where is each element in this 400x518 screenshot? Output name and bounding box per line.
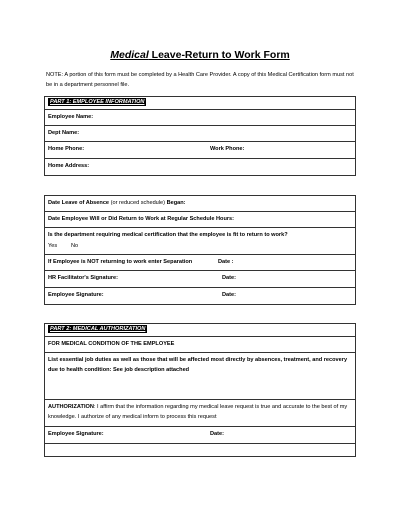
cert-yes-option[interactable]: Yes xyxy=(48,243,58,249)
hr-signature-label: HR Facilitator's Signature: xyxy=(48,275,119,281)
date-leave-field[interactable] xyxy=(45,196,355,212)
authorization-label: AUTHORIZATION xyxy=(48,404,94,410)
condition-row xyxy=(45,337,355,353)
form-note: NOTE: A portion of this form must be completed by a Health Care Provider. A copy of this Medical Certification form must not be in a department personnel file. xyxy=(46,72,354,88)
date-return-label: Date Employee Will or Did Return to Work at Regular Schedule Hours: xyxy=(48,216,235,222)
authorization-body: : I affirm that the information regarding my medical leave request is true and accurate to the best of my knowledge. I authorize of any medical inform to process this request xyxy=(48,404,348,420)
form-title xyxy=(0,49,400,61)
part2-signature-row[interactable] xyxy=(45,427,355,444)
cert-question-row xyxy=(45,228,355,255)
cert-question-label: Is the department requiring medical certification that the employee is fit to return to work? xyxy=(48,232,288,238)
phone-row[interactable] xyxy=(45,142,355,159)
home-address-field[interactable] xyxy=(45,159,355,175)
employee-date-label: Date: xyxy=(222,292,236,298)
employee-name-label: Employee Name: xyxy=(48,114,94,120)
dept-name-field[interactable] xyxy=(45,126,355,142)
work-phone-label: Work Phone: xyxy=(210,146,245,152)
employee-name-field[interactable] xyxy=(45,110,355,126)
part2-table xyxy=(44,323,356,457)
title-italic-word: Medical xyxy=(110,49,149,61)
employee-signature-label: Employee Signature: xyxy=(48,292,104,298)
hr-signature-row[interactable] xyxy=(45,271,355,288)
date-leave-label-b: (or reduced schedule) xyxy=(109,200,166,206)
dept-name-label: Dept Name: xyxy=(48,130,80,136)
title-rest: Leave-Return to Work Form xyxy=(148,49,290,61)
part1-table xyxy=(44,96,356,176)
condition-label: FOR MEDICAL CONDITION OF THE EMPLOYEE xyxy=(48,341,175,347)
date-leave-label-c: Began: xyxy=(165,200,186,206)
part2-header-row xyxy=(45,324,355,337)
hr-date-label: Date: xyxy=(222,275,236,281)
part2-blank-row[interactable] xyxy=(45,444,355,456)
date-return-field[interactable] xyxy=(45,212,355,228)
part1-header-row xyxy=(45,97,355,110)
cert-no-option[interactable]: No xyxy=(71,243,79,249)
date-leave-label-a: Date Leave of Absence xyxy=(48,200,110,206)
authorization-text xyxy=(48,403,352,422)
date-leave-label xyxy=(48,200,186,206)
separation-date-label: Date : xyxy=(218,259,234,265)
leave-table xyxy=(44,195,356,305)
duties-row[interactable] xyxy=(45,353,355,400)
part2-signature-label: Employee Signature: xyxy=(48,431,104,437)
home-address-label: Home Address: xyxy=(48,163,90,169)
part1-header: PART 1: EMPLOYEE INFORMATION xyxy=(50,99,145,105)
home-phone-label: Home Phone: xyxy=(48,146,85,152)
part2-header: PART 2: MEDICAL AUTHORIZATION xyxy=(50,326,146,332)
part2-date-label: Date: xyxy=(210,431,224,437)
separation-label: If Employee is NOT returning to work enter Separation xyxy=(48,259,193,265)
employee-signature-row[interactable] xyxy=(45,288,355,304)
authorization-row xyxy=(45,400,355,427)
duties-label: List essential job duties as well as those that will be affected most directly by absences, treatment, and recovery due to health condition: See job description attached xyxy=(48,357,348,373)
separation-row[interactable] xyxy=(45,255,355,271)
